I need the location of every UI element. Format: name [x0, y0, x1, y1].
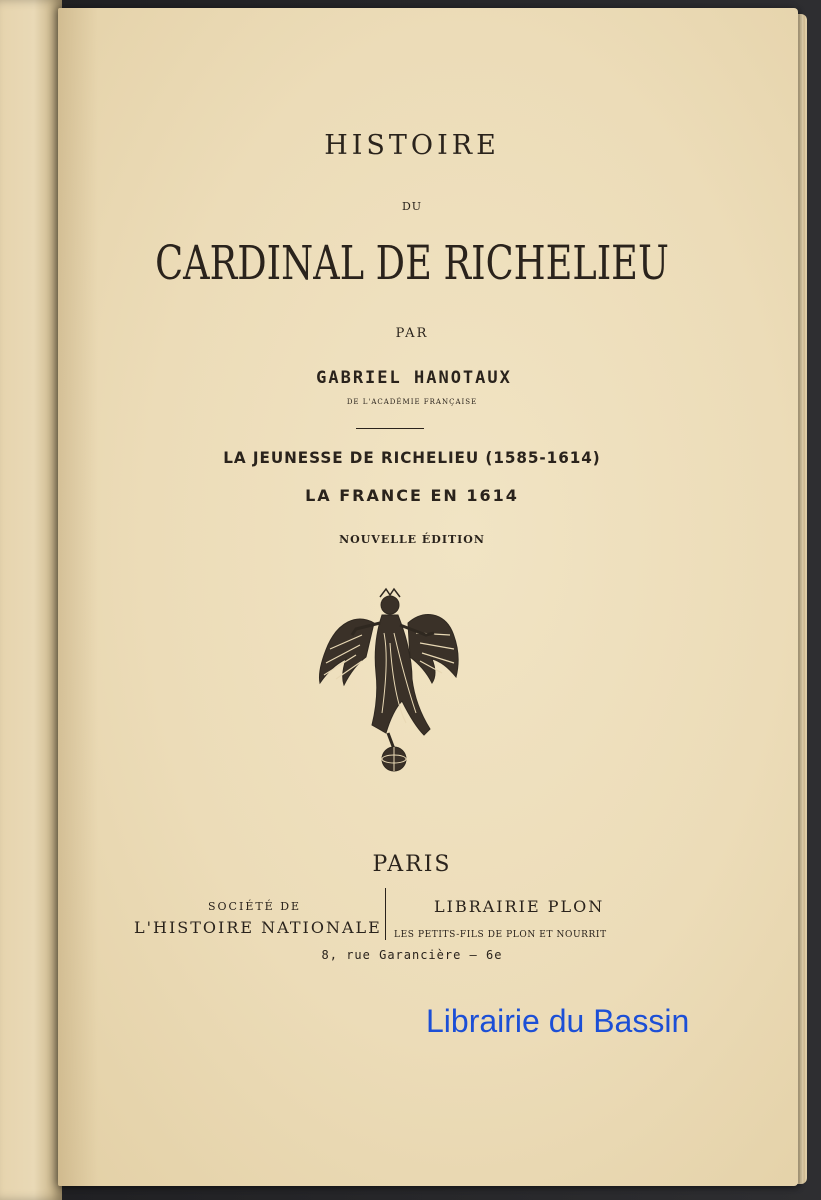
heading-histoire: HISTOIRE — [324, 130, 500, 161]
divider-rule — [356, 428, 424, 429]
imprint-city: PARIS — [372, 852, 452, 877]
publisher-address: 8, rue Garancière — 6e — [321, 948, 503, 962]
by-label: PAR — [395, 326, 429, 341]
winged-angel-icon — [316, 583, 464, 775]
connector-du: DU — [401, 200, 423, 213]
edition-label: NOUVELLE ÉDITION — [339, 533, 485, 546]
bookseller-watermark: Librairie du Bassin — [426, 1003, 690, 1039]
author-name: GABRIEL HANOTAUX — [316, 368, 512, 388]
subtitle-first: LA JEUNESSE DE RICHELIEU (1585-1614) — [223, 448, 601, 467]
publisher-left-line2: L'HISTOIRE NATIONALE — [134, 918, 382, 937]
publisher-divider — [385, 888, 386, 940]
author-affiliation: DE L'ACADÉMIE FRANÇAISE — [346, 398, 478, 406]
subtitle-second: LA FRANCE EN 1614 — [305, 486, 519, 505]
publisher-right-line2: LES PETITS-FILS DE PLON ET NOURRIT — [394, 930, 607, 940]
publisher-left-line1: SOCIÉTÉ DE — [208, 900, 302, 913]
main-title: CARDINAL DE RICHELIEU — [155, 236, 669, 291]
publisher-right-line1: LIBRAIRIE PLON — [434, 897, 605, 916]
left-page-edge — [0, 0, 62, 1200]
